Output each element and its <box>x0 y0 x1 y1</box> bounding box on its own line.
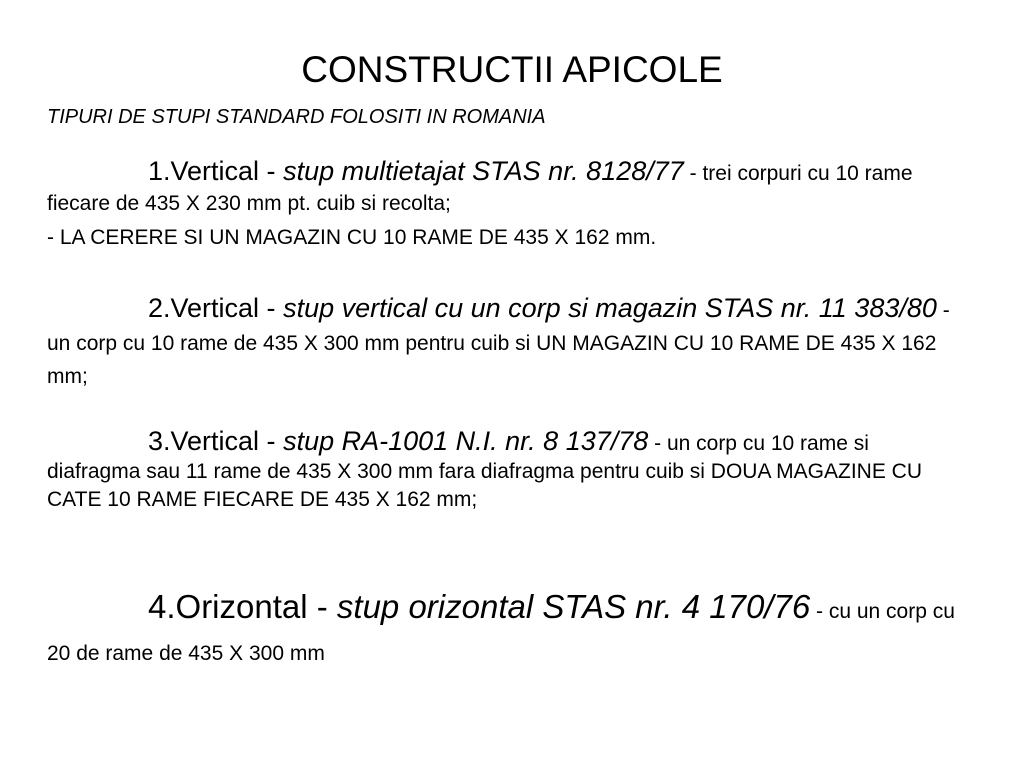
hive-type-lead: 2.Vertical - <box>148 293 284 323</box>
slide-subtitle: TIPURI DE STUPI STANDARD FOLOSITI IN ROMANIA <box>47 106 546 128</box>
hive-type-item-2 <box>47 293 967 394</box>
hive-type-item-3 <box>47 428 967 515</box>
hive-type-description: - trei corpuri cu 10 rame fiecare de 435 X 230 mm pt. cuib si recolta; <box>47 162 913 215</box>
hive-type-lead: 4.Orizontal - <box>148 588 337 625</box>
hive-type-name: stup multietajat STAS nr. 8128/77 <box>283 156 684 186</box>
hive-type-lead: 1.Vertical - <box>148 156 284 186</box>
hive-type-extra-note: - LA CERERE SI UN MAGAZIN CU 10 RAME DE 435 X 162 mm. <box>47 226 657 249</box>
hive-type-item-1 <box>47 157 967 220</box>
hive-type-description: - un corp cu 10 rame de 435 X 300 mm pentru cuib si UN MAGAZIN CU 10 RAME DE 435 X 162 mm; <box>47 299 950 388</box>
slide-title: CONSTRUCTII APICOLE <box>301 49 723 90</box>
hive-type-name: stup vertical cu un corp si magazin STAS nr. 11 383/80 <box>283 293 937 323</box>
hive-type-description: - cu un corp cu 20 de rame de 435 X 300 mm <box>47 600 955 665</box>
hive-type-item-4 <box>47 587 967 676</box>
hive-type-description: - un corp cu 10 rame si diafragma sau 11 rame de 435 X 300 mm fara diafragma pentru cuib si DOUA MAGAZINE CU CATE 10 RAME FIECARE DE 435 X 162 mm; <box>47 432 922 511</box>
hive-type-name: stup orizontal STAS nr. 4 170/76 <box>336 588 811 625</box>
hive-type-name: stup RA-1001 N.I. nr. 8 137/78 <box>283 426 649 456</box>
hive-type-lead: 3.Vertical - <box>148 426 284 456</box>
